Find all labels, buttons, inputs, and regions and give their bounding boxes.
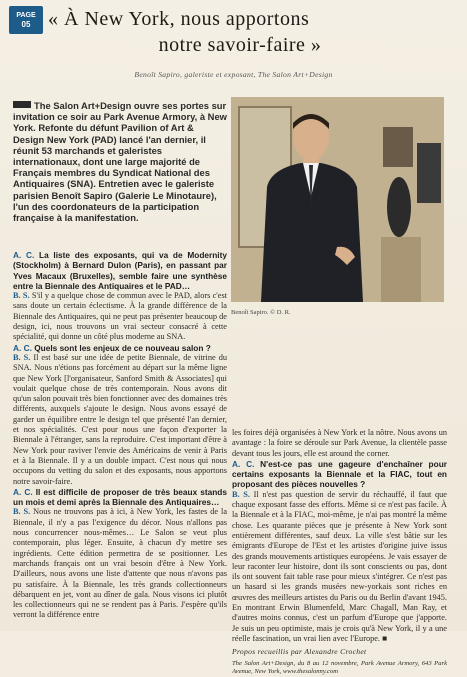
page-number: 05 [21, 20, 31, 29]
lede-text: The Salon Art+Design ouvre ses portes sur invitation ce soir au Park Avenue Armory, à New York. Refonte du défunt Pavilion of Art & Design New York (PAD) lancé l'an dernier, il réunit 53 marchands et galeristes internationaux, dont une large majorité de Français membres du Syndicat National des Antiquaires (SNA). Entretien avec le galeriste parisien Benoît Sapiro (Galerie Le Minotaure), l'un des coordonateurs de la participation française à la manifestation. [13, 100, 227, 224]
column-right [232, 428, 447, 677]
speaker-tag: A. C. [232, 458, 255, 469]
portrait-illustration [231, 97, 444, 302]
speaker-tag: A. C. [13, 486, 33, 497]
paragraph [13, 507, 227, 620]
paragraph-text: les foires déjà organisées à New York et la nôtre. Nous avons un avantage : la foire se déroule sur Park Avenue, la clientèle passe devant tous les jours, elle est around the corner. [232, 428, 447, 458]
event-info: The Salon Art+Design, du 8 au 12 novembre, Park Avenue Armory, 643 Park Avenue, New York, www.thesalonny.com [232, 659, 447, 676]
paragraph [13, 291, 227, 342]
column-left [13, 250, 227, 621]
byline: Benoît Sapiro, galeriste et exposant, The Salon Art+Design [134, 70, 333, 79]
speaker-tag: A. C. [13, 342, 32, 353]
paragraph [232, 428, 447, 459]
speaker-tag: A. C. [13, 250, 35, 260]
paragraph-text: Il est difficile de proposer de très beaux stands un mois et demi après la Biennale des Antiquaires… [13, 486, 227, 508]
paragraph [232, 459, 447, 490]
paragraph [13, 487, 227, 508]
photo-caption: Benoît Sapiro. © D. R. [231, 309, 291, 316]
paragraph-text: La liste des exposants, qui va de Modernity (Stockholm) à Bernard Dulon (Paris), en passant par Yves Macaux (Bruxelles), semble faire une synthèse entre la Biennale des Antiquaires et le PAD… [13, 250, 227, 291]
lede-marker-icon [13, 101, 31, 108]
page-badge [9, 6, 43, 34]
speaker-tag: B. S. [13, 507, 31, 517]
lede [13, 100, 227, 223]
speaker-tag: B. S. [13, 352, 31, 362]
paragraph [13, 343, 227, 353]
speaker-tag: B. S. [13, 291, 30, 301]
paragraph [13, 250, 227, 291]
paragraph [13, 353, 227, 487]
headline [48, 6, 460, 58]
headline-line-1: « À New York, nous apportons [48, 8, 310, 30]
paragraph-text: Il est basé sur une idée de petite Biennale, de vitrine du SNA. Nous n'étions pas forcément au départ sur la même ligne que New York [l'organisateur, Sanford Smith & Associates] qui voulait quelque chose de très contemporain. Nous avons dit qu'un salon pouvait très bien fonctionner avec des domaines très différents, auxquels s'ajoute le design. Nous avons essayé de garder un équilibre entre le design tel que présenté l'an dernier, et nos spécialités. C'est pour nous une façon d'exporter la Biennale à l'étranger, sans la reproduire. C'est important d'être à New York pour raviver l'envie des Américains de venir à Paris et à la Biennale. Il y a un double impact. C'est nous qui nous occupons du vetting du salon et des exposants, nous apportons notre savoir-faire. [13, 352, 227, 486]
paragraph-text: S'il y a quelque chose de commun avec le PAD, alors c'est sans doute un certain éclectisme. À la grande différence de la Biennale des Antiquaires, qui ne peut pas présenter beaucoup de design, ici, nous trouvons un vrai secteur consacré à cette spécialité, qui donne un côté plus moderne au SNA. [13, 291, 228, 342]
signature: Propos recueillis par Alexandre Crochet [232, 647, 367, 657]
paragraph-text: Quels sont les enjeux de ce nouveau salon ? [31, 342, 211, 353]
headline-line-2: notre savoir-faire » [158, 34, 322, 56]
paragraph-text: N'est-ce pas une gageure d'enchaîner pour certains exposants la Biennale et la FIAC, tout en proposant des pièces nouvelles ? [232, 458, 447, 490]
page-badge-label: PAGE [16, 12, 36, 19]
portrait-photo [231, 97, 444, 302]
paragraph-text: Il n'est pas question de servir du réchauffé, il faut que chaque exposant fasse des efforts. Même si ce n'est pas facile. À la Biennale et à la FIAC, moi-même, je n'ai pas montré la même chose. Les quarante pièces que je présente à New York sont entièrement différentes, sauf deux. La ville s'est bâtie sur les émigrants d'Europe de l'Est et les artistes d'origine juive issus des grands mouvements artistiques européens. Je vais essayer de leur raconter leur histoire, dont ils sont conscients ou pas, dont ils ont souvent fait table rase pour mieux s'intégrer. Ce n'est pas un hasard si les grands musées new-yorkais sont riches en œuvres des meilleurs artistes du Paris ou du Berlin d'avant 1945. En montrant Erwin Blumenfeld, Marc Chagall, Man Ray, et d'autres moins connus, c'est un parfum d'Europe que j'apporte. Je suis un peu optimiste, mais je crois qu'à New York, il y a une réelle fascination, un vrai lien avec l'Europe. ■ [232, 489, 447, 643]
paragraph-text: Nous ne trouvons pas à ici, à New York, les fastes de la Biennale, il n'y a pas l'exigence du décor. Nous n'allons pas nous concurrencer nous-mêmes… Le Salon se veut plus contemporain, plus léger. Ensuite, à chacun d'y mettre ses ingrédients. Cette édition permettra de se positionner. Les marchands français ont un vrai besoin d'être à New York. D'ailleurs, nous avons une liste d'attente que nous n'avons pas pu satisfaire. À la Biennale, les très grands collectionneurs débarquent en jet, vont au dîner de gala. Nous visons ici plutôt les collectionneurs qui ne se rendent pas à Paris. J'espère qu'ils verront la différence entre [13, 507, 227, 620]
paragraph [232, 490, 447, 644]
speaker-tag: B. S. [232, 489, 250, 499]
